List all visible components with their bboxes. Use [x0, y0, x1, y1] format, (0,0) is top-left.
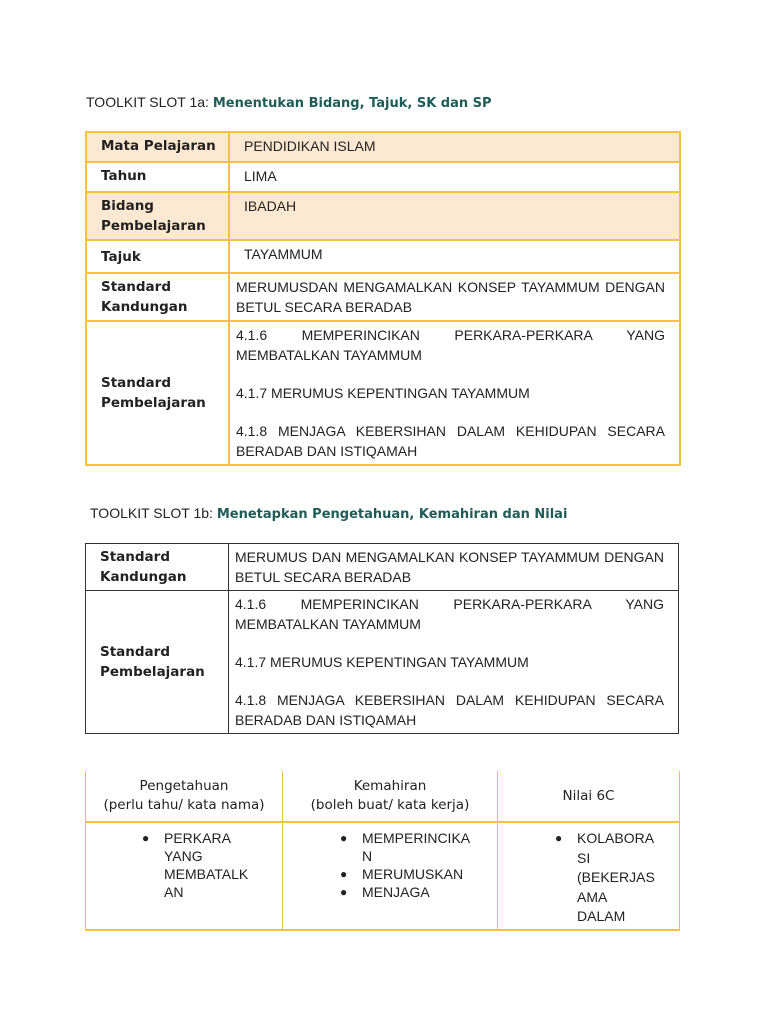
list-item: ● MENJAGA — [340, 884, 430, 900]
value-mata-pelajaran: PENDIDIKAN ISLAM — [229, 132, 680, 162]
table-pkn — [85, 771, 680, 931]
value-standard-pembelajaran — [229, 321, 680, 465]
header-kemahiran: Kemahiran (boleh buat/ kata kerja) — [283, 771, 498, 822]
slot-1b-prefix: TOOLKIT SLOT 1b: — [90, 505, 217, 521]
slot-1b-heading — [90, 505, 567, 522]
label-tahun: Tahun — [86, 162, 229, 192]
sp-item-416: 4.1.6 MEMPERINCIKAN PERKARA-PERKARA YANG MEMBATALKAN TAYAMMUM — [236, 327, 665, 363]
row-standard-pembelajaran-1b — [86, 591, 679, 734]
value-standard-kandungan-1b: MERUMUS DAN MENGAMALKAN KONSEP TAYAMMUM DENGAN BETUL SECARA BERADAB — [229, 544, 679, 591]
sp-item-417: 4.1.7 MERUMUS KEPENTINGAN TAYAMMUM — [236, 385, 530, 401]
slot-1a-heading — [86, 94, 492, 111]
label-standard-pembelajaran-1b: Standard Pembelajaran — [86, 591, 229, 734]
table-slot-1b — [85, 543, 679, 734]
row-standard-kandungan — [86, 273, 680, 321]
sp-item-418: 4.1.8 MENJAGA KEBERSIHAN DALAM KEHIDUPAN SECARA BERADAB DAN ISTIQAMAH — [236, 423, 665, 459]
header-pengetahuan: Pengetahuan (perlu tahu/ kata nama) — [86, 771, 283, 822]
pkn-body-row — [86, 822, 680, 930]
slot-1b-title: Menetapkan Pengetahuan, Kemahiran dan Nilai — [216, 507, 568, 522]
sp-item-417-1b: 4.1.7 MERUMUS KEPENTINGAN TAYAMMUM — [235, 654, 529, 670]
label-standard-kandungan-1b: Standard Kandungan — [86, 544, 229, 591]
cell-pengetahuan — [86, 822, 283, 930]
row-standard-pembelajaran — [86, 321, 680, 465]
row-standard-kandungan-1b — [86, 544, 679, 591]
label-standard-pembelajaran: Standard Pembelajaran — [86, 321, 229, 465]
value-standard-kandungan: MERUMUSDAN MENGAMALKAN KONSEP TAYAMMUM DENGAN BETUL SECARA BERADAB — [229, 273, 680, 321]
value-standard-pembelajaran-1b — [229, 591, 679, 734]
slot-1a-prefix: TOOLKIT SLOT 1a: — [86, 94, 213, 110]
sp-item-416-1b: 4.1.6 MEMPERINCIKAN PERKARA-PERKARA YANG MEMBATALKAN TAYAMMUM — [235, 596, 664, 632]
list-item: ● KOLABORA SI (BEKERJAS AMA DALAM — [555, 830, 655, 924]
row-bidang — [86, 192, 680, 240]
header-nilai-6c: Nilai 6C — [498, 771, 680, 822]
pkn-header-row — [86, 771, 680, 822]
list-item: ● PERKARA YANG MEMBATALK AN — [142, 830, 249, 900]
row-mata-pelajaran — [86, 132, 680, 162]
table-slot-1a — [85, 131, 681, 466]
list-item: ● MEMPERINCIKA N — [340, 830, 471, 864]
label-mata-pelajaran: Mata Pelajaran — [86, 132, 229, 162]
row-tajuk — [86, 240, 680, 273]
value-bidang: IBADAH — [229, 192, 680, 240]
cell-kemahiran — [283, 822, 498, 930]
value-tajuk: TAYAMMUM — [229, 240, 680, 273]
label-bidang: Bidang Pembelajaran — [86, 192, 229, 240]
slot-1a-title: Menentukan Bidang, Tajuk, SK dan SP — [212, 96, 492, 111]
sp-item-418-1b: 4.1.8 MENJAGA KEBERSIHAN DALAM KEHIDUPAN SECARA BERADAB DAN ISTIQAMAH — [235, 692, 664, 728]
list-item: ● MERUMUSKAN — [340, 866, 464, 882]
cell-nilai — [498, 822, 680, 930]
value-tahun: LIMA — [229, 162, 680, 192]
label-standard-kandungan: Standard Kandungan — [86, 273, 229, 321]
label-tajuk: Tajuk — [86, 240, 229, 273]
row-tahun — [86, 162, 680, 192]
